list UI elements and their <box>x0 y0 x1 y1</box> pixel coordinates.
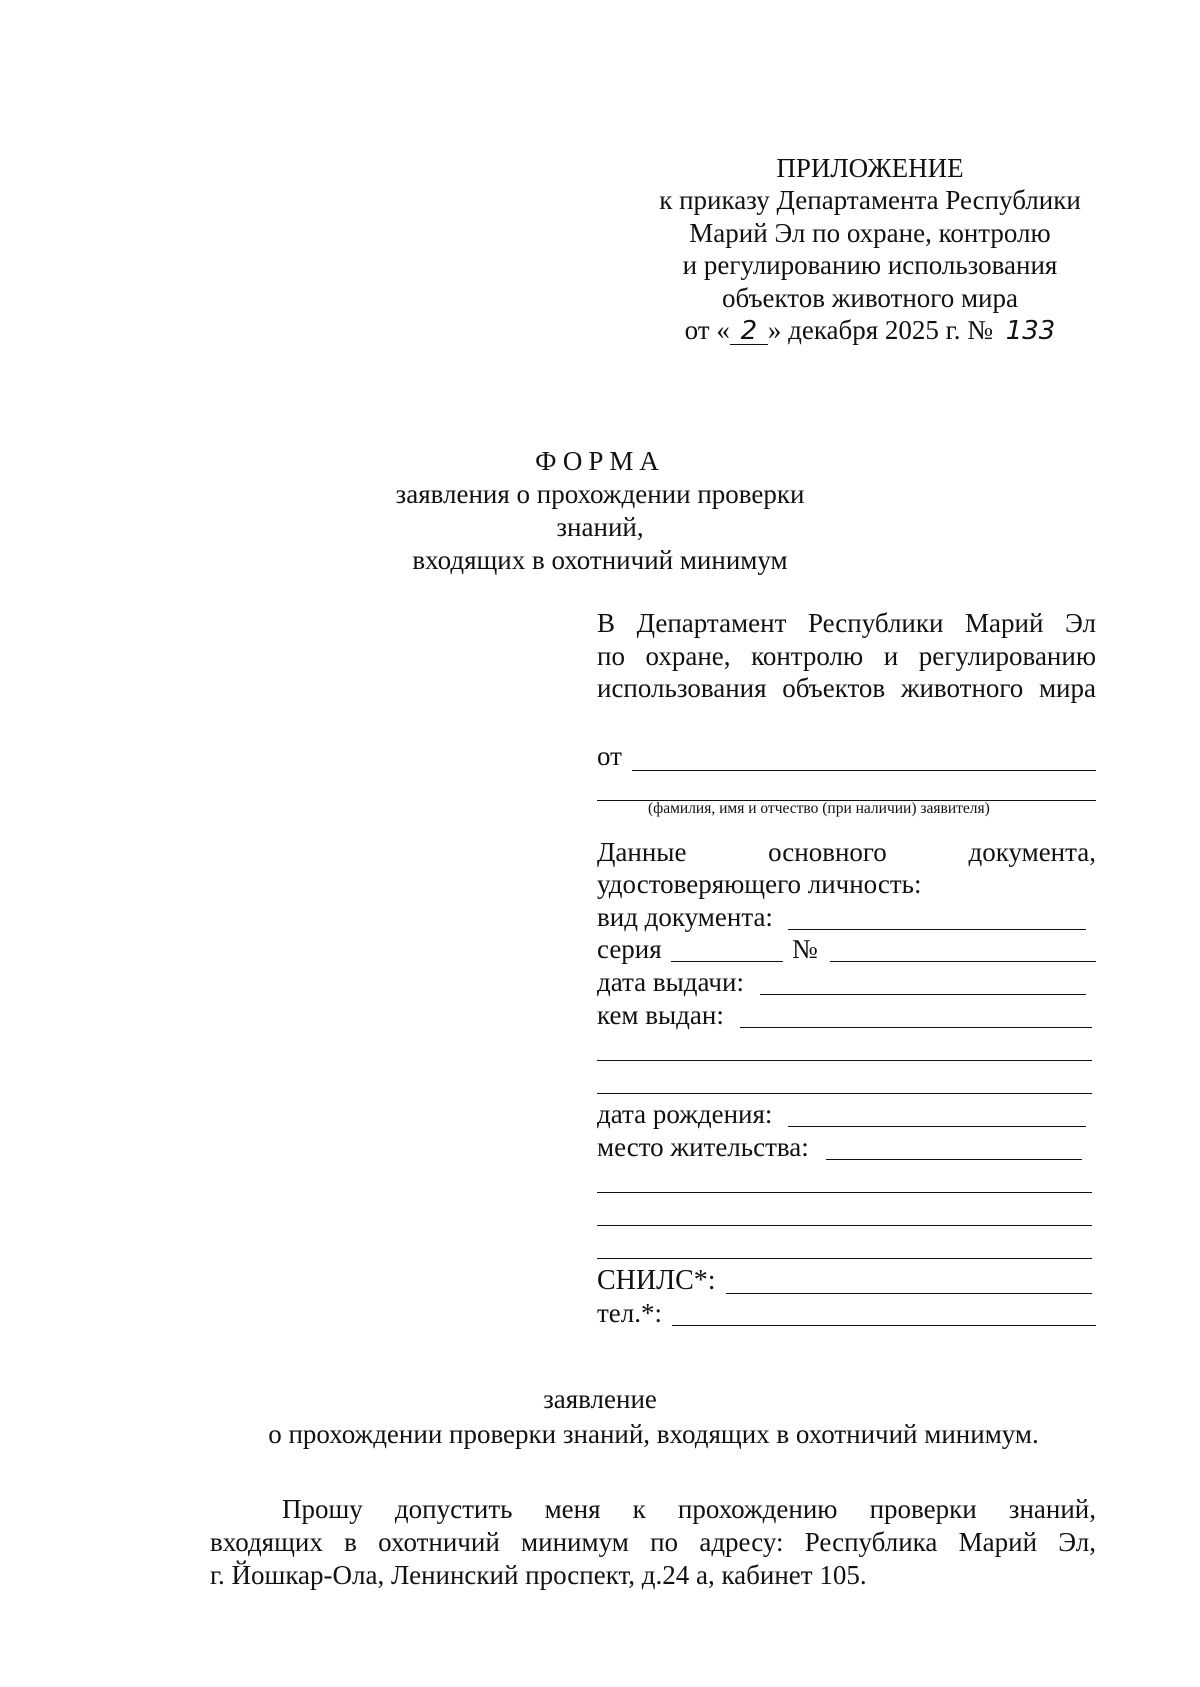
from-label: от <box>597 741 622 771</box>
statement-word: заявление <box>543 1384 657 1414</box>
applicant-name-field-1[interactable] <box>632 770 1096 771</box>
statement-subtitle: о прохождении проверки знаний, входящих в охотничий минимум. <box>268 1419 1039 1449</box>
form-heading: ФОРМА <box>535 446 665 476</box>
appendix-line-2: Марий Эл по охране, контролю <box>689 217 1051 248</box>
issued-by-field-3[interactable] <box>597 1093 1092 1094</box>
document-intro-line-2: удостоверяющего личность: <box>597 869 922 899</box>
phone-label: тел.*: <box>597 1298 663 1328</box>
number-field[interactable] <box>830 961 1096 962</box>
number-label: № <box>792 934 818 964</box>
snils-label: СНИЛС*: <box>597 1265 716 1296</box>
series-field[interactable] <box>671 961 783 962</box>
date-prefix: от « <box>684 315 730 346</box>
date-day-value: 2 <box>740 316 758 347</box>
residence-field-1[interactable] <box>826 1159 1082 1160</box>
addressee-line-2: по охране, контролю и регулированию <box>597 640 1096 671</box>
date-day-handwritten <box>730 317 768 345</box>
residence-label: место жительства: <box>597 1132 809 1162</box>
addressee-line-1: В Департамент Республики Марий Эл <box>597 608 1096 638</box>
snils-field[interactable] <box>726 1293 1092 1294</box>
document-type-label: вид документа: <box>597 902 773 932</box>
addressee-block <box>597 607 1096 705</box>
issue-date-label: дата выдачи: <box>597 967 744 997</box>
appendix-title: ПРИЛОЖЕНИЕ <box>776 153 964 183</box>
issued-by-field-1[interactable] <box>740 1027 1092 1028</box>
birth-date-label: дата рождения: <box>597 1099 773 1129</box>
appendix-line-3: и регулированию использования <box>682 250 1058 281</box>
issue-date-field[interactable] <box>760 994 1086 995</box>
addressee-line-3: использования объектов животного мира <box>597 673 1096 704</box>
birth-date-field[interactable] <box>788 1126 1086 1127</box>
date-middle: » декабря 2025 г. № <box>767 315 993 346</box>
statement-body <box>210 1493 1096 1592</box>
applicant-name-caption: (фамилия, имя и отчество (при наличии) заявителя) <box>648 800 990 817</box>
phone-field[interactable] <box>672 1325 1096 1326</box>
form-title <box>360 445 840 577</box>
form-title-line-2: входящих в охотничий минимум <box>412 545 788 575</box>
appendix-date-line <box>600 314 1140 347</box>
series-label: серия <box>597 934 662 964</box>
form-title-line-1: заявления о прохождении проверки знаний, <box>395 479 805 542</box>
residence-field-3[interactable] <box>597 1225 1092 1226</box>
appendix-line-4: объектов животного мира <box>722 282 1018 313</box>
order-number-handwritten: 133 <box>1005 316 1056 347</box>
document-intro <box>597 836 1096 869</box>
document-intro-line-1: Данные основного документа, <box>597 837 1096 867</box>
document-type-field[interactable] <box>788 929 1086 930</box>
statement-body-line-3: г. Йошкар-Ола, Ленинский проспект, д.24 а, кабинет 105. <box>210 1560 867 1590</box>
appendix-header <box>600 152 1140 347</box>
statement-body-line-2: входящих в охотничий минимум по адресу: Республика Марий Эл, <box>210 1527 1096 1557</box>
residence-field-2[interactable] <box>597 1192 1092 1193</box>
appendix-line-1: к приказу Департамента Республики <box>659 185 1081 216</box>
issued-by-label: кем выдан: <box>597 1000 724 1030</box>
residence-field-4[interactable] <box>597 1258 1092 1259</box>
statement-body-line-1: Прошу допустить меня к прохождению проверки знаний, <box>282 1494 1096 1524</box>
issued-by-field-2[interactable] <box>597 1060 1092 1061</box>
